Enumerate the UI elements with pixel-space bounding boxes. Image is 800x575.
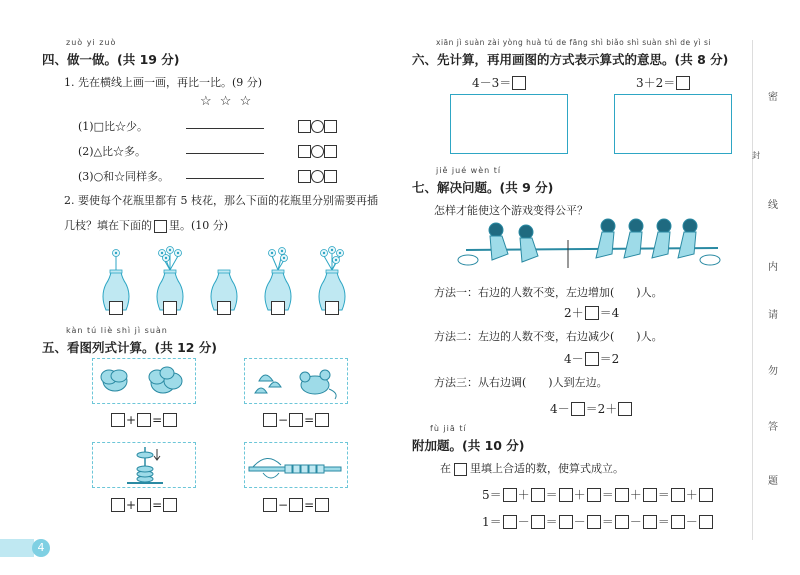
eq4-equals: =	[304, 498, 315, 512]
b1-op: ＝	[601, 488, 614, 502]
b2-op: －	[685, 515, 698, 529]
tug-of-war-illustration	[456, 214, 726, 274]
vase-answer-2[interactable]	[163, 301, 177, 315]
compare-boxes-2[interactable]	[298, 141, 337, 160]
b2-box[interactable]	[699, 515, 713, 529]
eq1-op: +	[126, 413, 137, 427]
bonus-l2-start: 1＝	[482, 515, 502, 529]
method-3: 方法三：从右边调( )人到左边。	[434, 376, 608, 389]
eq3-equals: =	[152, 498, 163, 512]
compare-boxes-3[interactable]	[298, 166, 337, 185]
eq2-box-2[interactable]	[289, 413, 303, 427]
bonus-instruction	[440, 460, 624, 476]
binding-line	[752, 40, 753, 540]
eq4-box-3[interactable]	[315, 498, 329, 512]
b1-box[interactable]	[615, 488, 629, 502]
stars-row: ☆ ☆ ☆	[200, 94, 254, 109]
b1-op: ＋	[517, 488, 530, 502]
cabbage-illustration	[93, 359, 195, 403]
q1-row-3: (3)○和☆同样多。	[78, 170, 170, 183]
eq1-box-1[interactable]	[111, 413, 125, 427]
expr-1	[472, 74, 526, 91]
b1-op: ＋	[629, 488, 642, 502]
bonus-instr-a: 在	[440, 462, 451, 475]
inline-box	[154, 220, 167, 233]
q2-prompt-a: 几枝？填在下面的	[64, 219, 152, 232]
margin-char-5: 请	[768, 310, 778, 321]
b1-op: ＋	[685, 488, 698, 502]
b2-box[interactable]	[503, 515, 517, 529]
m3-eq-a: 4－	[550, 402, 570, 416]
b1-box[interactable]	[671, 488, 685, 502]
bonus-line-1	[482, 486, 713, 503]
q1-row-2: (2)△比☆多。	[78, 145, 147, 158]
method-2: 方法二：左边的人数不变，右边减少( )人。	[434, 330, 663, 343]
b2-op: －	[629, 515, 642, 529]
question-text: 怎样才能使这个游戏变得公平？	[434, 204, 588, 217]
expr1-box[interactable]	[512, 76, 526, 90]
q1-answer-line-1[interactable]	[186, 128, 264, 129]
margin-char-1: 密	[768, 92, 778, 103]
drawing-area-1[interactable]	[450, 94, 568, 154]
mushroom-mouse-illustration	[245, 359, 347, 403]
picture-3	[92, 442, 196, 488]
expr2-text: 3＋2＝	[636, 76, 676, 90]
q1-prompt: 1. 先在横线上画一画，再比一比。(9 分)	[64, 76, 263, 89]
vase-answer-1[interactable]	[109, 301, 123, 315]
expr2-box[interactable]	[676, 76, 690, 90]
margin-char-4: 内	[768, 262, 778, 273]
section6-title: 六、先计算，再用画图的方式表示算式的意思。(共 8 分)	[412, 52, 729, 67]
equation-2	[263, 413, 329, 427]
method-1-equation	[564, 304, 619, 321]
b2-box[interactable]	[559, 515, 573, 529]
b1-box[interactable]	[587, 488, 601, 502]
b1-box[interactable]	[699, 488, 713, 502]
drawing-area-2[interactable]	[614, 94, 732, 154]
b2-box[interactable]	[671, 515, 685, 529]
section4-pinyin: zuò yi zuò	[66, 38, 117, 47]
section7-title: 七、解决问题。(共 9 分)	[412, 180, 554, 195]
b2-op: －	[517, 515, 530, 529]
m2-eq-a: 4－	[564, 352, 584, 366]
eq3-box-2[interactable]	[137, 498, 151, 512]
q2-prompt: 2. 要使每个花瓶里都有 5 枝花，那么下面的花瓶里分别需要再插	[64, 194, 378, 207]
b1-op: ＝	[545, 488, 558, 502]
section4-title: 四、做一做。(共 19 分)	[42, 52, 180, 67]
method-3-equation	[550, 400, 632, 417]
page-tab-bar	[0, 539, 34, 557]
equation-4	[263, 498, 329, 512]
b1-box[interactable]	[643, 488, 657, 502]
q1-row-1: (1)□比☆少。	[78, 120, 148, 133]
expr-2	[636, 74, 690, 91]
bonus-inline-box	[454, 463, 467, 476]
margin-char-2: 封	[752, 151, 760, 160]
margin-char-7: 答	[768, 422, 778, 433]
b2-op: ＝	[601, 515, 614, 529]
q2-prompt-b: 里。(10 分)	[169, 219, 229, 232]
picture-1	[92, 358, 196, 404]
vase-answer-5[interactable]	[325, 301, 339, 315]
b1-op: ＋	[573, 488, 586, 502]
b2-op: ＝	[545, 515, 558, 529]
bonus-pinyin: fù jiā tí	[430, 424, 467, 433]
eq4-box-1[interactable]	[263, 498, 277, 512]
b1-box[interactable]	[503, 488, 517, 502]
m3-box-1[interactable]	[571, 402, 585, 416]
m3-eq-b: ＝2＋	[585, 402, 618, 416]
picture-4	[244, 442, 348, 488]
bead-rod-illustration	[245, 443, 347, 487]
eq1-box-2[interactable]	[137, 413, 151, 427]
bonus-instr-b: 里填上合适的数，使算式成立。	[470, 462, 624, 475]
q1-answer-line-2[interactable]	[186, 153, 264, 154]
section5-pinyin: kàn tú liè shì jì suàn	[66, 326, 168, 335]
eq2-box-3[interactable]	[315, 413, 329, 427]
b2-box[interactable]	[531, 515, 545, 529]
b2-op: －	[573, 515, 586, 529]
eq2-op: −	[278, 413, 289, 427]
q1-answer-line-3[interactable]	[186, 178, 264, 179]
eq1-equals: =	[152, 413, 163, 427]
m1-box[interactable]	[585, 306, 599, 320]
b2-op: ＝	[657, 515, 670, 529]
m1-eq-b: ＝4	[599, 306, 620, 320]
m2-box[interactable]	[585, 352, 599, 366]
eq1-box-3[interactable]	[163, 413, 177, 427]
bonus-line-2	[482, 513, 713, 530]
b2-box[interactable]	[587, 515, 601, 529]
margin-char-3: 线	[768, 200, 778, 211]
b1-op: ＝	[657, 488, 670, 502]
equation-1	[111, 413, 177, 427]
m1-eq-a: 2＋	[564, 306, 584, 320]
eq4-box-2[interactable]	[289, 498, 303, 512]
m3-box-2[interactable]	[618, 402, 632, 416]
bonus-title: 附加题。(共 10 分)	[412, 438, 525, 453]
eq3-box-3[interactable]	[163, 498, 177, 512]
b1-box[interactable]	[531, 488, 545, 502]
eq3-op: +	[126, 498, 137, 512]
section6-pinyin: xiān jì suàn zài yòng huà tú de fāng shì biǎo shì suàn shì de yì si	[436, 38, 711, 47]
eq2-equals: =	[304, 413, 315, 427]
margin-char-8: 题	[768, 476, 778, 487]
eq2-box-1[interactable]	[263, 413, 277, 427]
bonus-l1-start: 5＝	[482, 488, 502, 502]
page-number: 4	[32, 539, 50, 557]
method-1: 方法一：右边的人数不变，左边增加( )人。	[434, 286, 663, 299]
abacus-illustration	[93, 443, 195, 487]
compare-boxes-1[interactable]	[298, 116, 337, 135]
b2-box[interactable]	[643, 515, 657, 529]
b2-box[interactable]	[615, 515, 629, 529]
eq3-box-1[interactable]	[111, 498, 125, 512]
q2-prompt-line2	[64, 217, 228, 233]
b1-box[interactable]	[559, 488, 573, 502]
section5-title: 五、看图列式计算。(共 12 分)	[42, 340, 218, 355]
eq4-op: −	[278, 498, 289, 512]
picture-2	[244, 358, 348, 404]
section7-pinyin: jiě jué wèn tí	[436, 166, 502, 175]
vase-answer-4[interactable]	[271, 301, 285, 315]
margin-char-6: 勿	[768, 366, 778, 377]
m2-eq-b: ＝2	[599, 352, 620, 366]
vase-answer-3[interactable]	[217, 301, 231, 315]
expr1-text: 4－3＝	[472, 76, 512, 90]
equation-3	[111, 498, 177, 512]
method-2-equation	[564, 350, 619, 367]
